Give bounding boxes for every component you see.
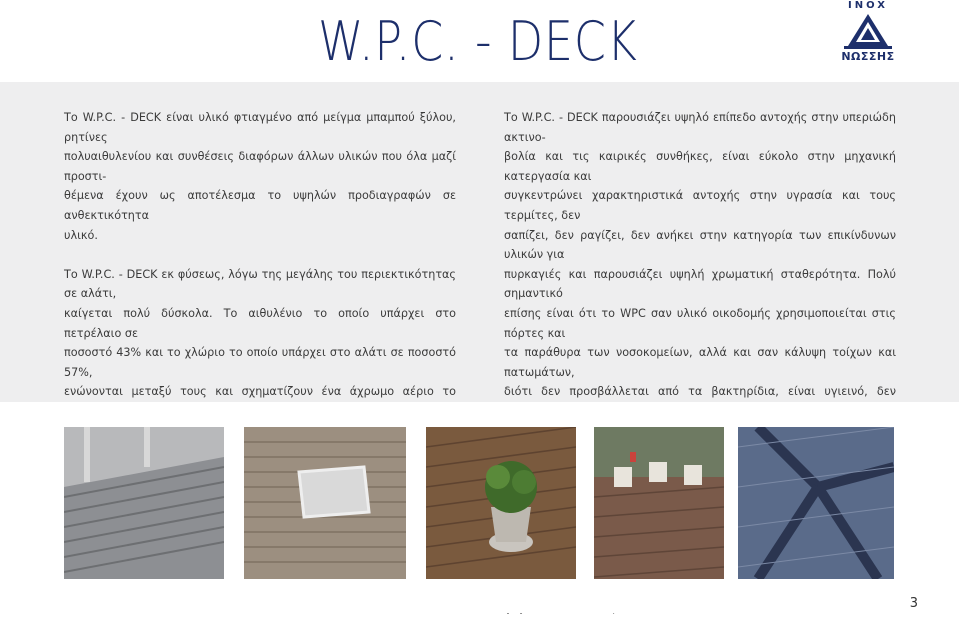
photo-strip xyxy=(0,402,959,613)
deck-pattern-floor-photo xyxy=(738,427,894,579)
nossis-logo xyxy=(834,0,902,68)
deck-walkway-photo xyxy=(64,427,224,579)
logo-name-text: ΝΩΣΣΗΣ xyxy=(841,50,895,63)
page-title: W.P.C. - DECK xyxy=(318,10,638,73)
deck-drain-grate-photo xyxy=(244,427,406,579)
logo-brand-text: INOX xyxy=(848,0,888,11)
right-paragraph-1: Το W.P.C. - DECK παρουσιάζει υψηλό επίπεδο αντοχής στην υπεριώδη ακτινο- βολία και τις καιρικές συνθήκες, είναι εύκολο στην μηχανική κατεργασία και συγκεντρώνει χαρακτηριστικά αντοχής στην υγρασία και τους τερμίτες, δεν σαπίζει, δεν ραγίζει, δεν ανήκει στην κατηγορία των επικίνδυνων υλικών για πυρκαγιές και παρουσιάζει υψηλή χρωματική σταθερότητα. Πολύ σημαντικό επίσης είναι ότι το WPC σαν υλικό οικοδομής χρησιμοποιείται στις πόρτες και τα παράθυρα των νοσοκομείων, αλλά και σαν κάλυψη τοίχων και πατωμάτων, διότι δεν προσβάλλεται από τα βακτηρίδια, είναι υγιεινό, δεν xyxy=(504,111,896,399)
page-number: 3 xyxy=(909,596,918,611)
deck-outdoor-cafe-photo xyxy=(594,427,724,579)
logo-emblem-icon xyxy=(834,4,902,54)
left-paragraph-2: Το W.P.C. - DECK εκ φύσεως, λόγω της μεγάλης του περιεκτικότητας σε αλάτι, καίγεται πολύ δύσκολα. Το αιθυλένιο το οποίο υπάρχει στο πετρέλαιο σε ποσοστό 43% και το χλώριο το οποίο υπάρχει στο αλάτι σε ποσοστό 57%, ενώνονται μεταξύ τους και σχηματίζουν ένα άχρωμο αέριο το xyxy=(64,267,456,399)
left-paragraph-1: Το W.P.C. - DECK είναι υλικό φτιαγμένο από μείγμα μπαμπού ξύλου, ρητίνες πολυαιθυλενίου και συνθέσεις διαφόρων άλλων υλικών που όλα μαζί προστι- θέμενα έχουν ως αποτέλεσμα το υψηλών προδιαγραφών σε ανθεκτικότητα υλικό. xyxy=(64,111,456,242)
page-header xyxy=(0,0,959,82)
deck-potted-plant-photo xyxy=(426,427,576,579)
